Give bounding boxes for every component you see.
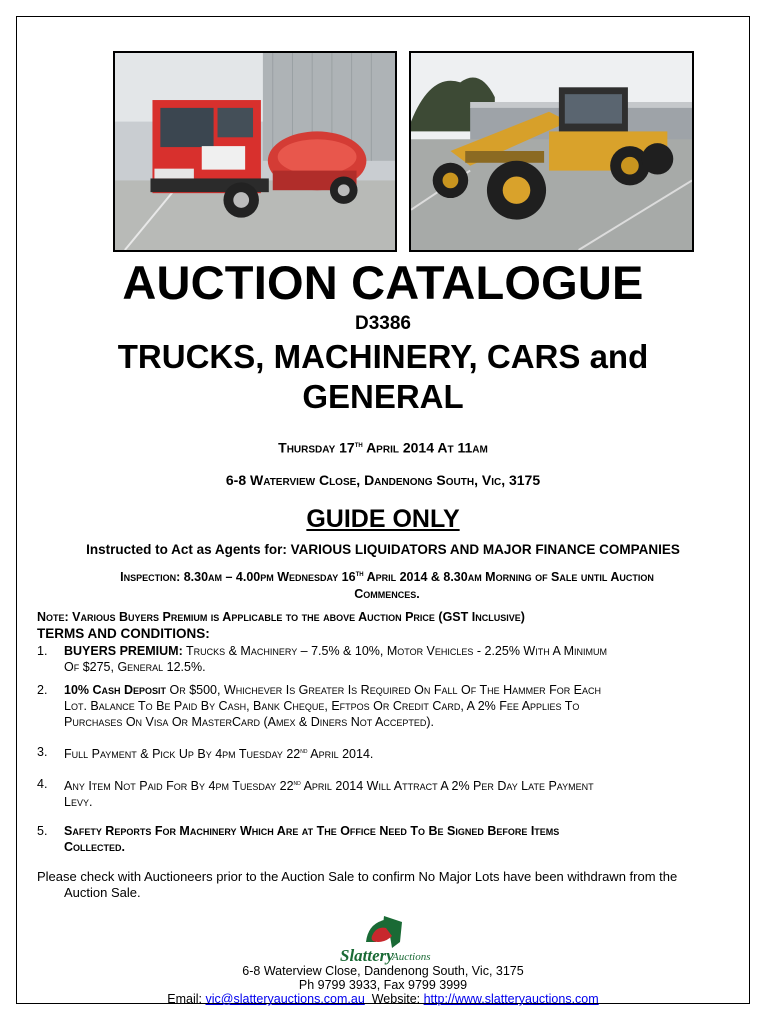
- term-number: 4.: [37, 777, 48, 791]
- term-item-2: [37, 682, 727, 730]
- grader-photo: [409, 51, 694, 252]
- term-number: 3.: [37, 745, 48, 759]
- auction-date-sup: th: [354, 440, 363, 449]
- catalogue-subtitle: [16, 337, 750, 417]
- website-link[interactable]: http://www.slatteryauctions.com: [423, 992, 599, 1006]
- term-text: Or $500, Whichever Is Greater Is Required On Fall Of The Hammer For Each: [166, 683, 602, 697]
- term-text-line-2: Of $275, General 12.5%.: [64, 660, 206, 674]
- truck-photo: [113, 51, 397, 252]
- term-bold-line-2: Collected.: [64, 840, 125, 854]
- term-text: Any Item Not Paid For By 4pm Tuesday 22: [64, 779, 294, 794]
- term-bold-line-1: Safety Reports For Machinery Which Are at The Office Need To Be Signed Before Items: [64, 824, 560, 838]
- term-text: Full Payment & Pick Up By 4pm Tuesday 22: [64, 747, 301, 762]
- website-label: Website:: [364, 992, 424, 1006]
- term-sup: nd: [293, 780, 301, 787]
- term-text-post: April 2014.: [307, 747, 374, 762]
- term-text-line-3: Purchases On Visa Or MasterCard (Amex & Diners Not Accepted).: [64, 715, 435, 729]
- term-bold: BUYERS PREMIUM:: [64, 644, 183, 658]
- inspection-line-2: Commences.: [354, 587, 420, 602]
- term-number: 1.: [37, 644, 48, 658]
- guide-only-heading: GUIDE ONLY: [306, 505, 460, 533]
- term-text-line-2: Lot. Balance To Be Paid By Cash, Bank Cheque, Eftpos Or Credit Card, A 2% Fee Applies To: [64, 699, 580, 713]
- terms-heading: TERMS AND CONDITIONS:: [37, 626, 210, 641]
- term-text-line-2: Levy.: [64, 795, 93, 810]
- inspection-sup: th: [355, 569, 364, 578]
- term-sup: nd: [300, 748, 308, 755]
- term-number: 5.: [37, 824, 48, 838]
- term-item-1: [37, 643, 727, 675]
- term-item-5: [37, 823, 727, 855]
- closing-note: [37, 869, 743, 901]
- term-text: Trucks & Machinery – 7.5% & 10%, Motor Vehicles - 2.25% With A Minimum: [182, 644, 608, 658]
- logo-word-auctions: Auctions: [392, 951, 431, 963]
- auction-address: 6-8 Waterview Close, Dandenong South, Vic, 3175: [225, 472, 541, 488]
- instructed-agents: Instructed to Act as Agents for: VARIOUS LIQUIDATORS AND MAJOR FINANCE COMPANIES: [86, 542, 680, 557]
- auction-date-post: April 2014 At 11am: [362, 439, 488, 456]
- buyers-premium-note: Note: Various Buyers Premium is Applicable to the above Auction Price (GST Inclusive): [37, 610, 525, 624]
- logo-word-slattery: Slattery: [340, 946, 394, 965]
- email-link[interactable]: vic@slatteryauctions.com.au: [205, 992, 365, 1006]
- closing-line-2: Auction Sale.: [64, 885, 141, 900]
- term-item-4: [37, 776, 727, 810]
- inspection-post: April 2014 & 8.30am Morning of Sale until Auction: [363, 570, 654, 585]
- inspection-times: [40, 565, 734, 603]
- inspection-pre: Inspection: 8.30am – 4.00pm Wednesday 16: [120, 570, 356, 585]
- slattery-logo: [340, 912, 440, 964]
- closing-line-1: Please check with Auctioneers prior to the Auction Sale to confirm No Major Lots have been withdrawn from the: [37, 869, 678, 884]
- subtitle-line-2: GENERAL: [302, 378, 464, 415]
- footer-address: 6-8 Waterview Close, Dandenong South, Vic, 3175: [242, 964, 524, 978]
- term-item-3: [37, 744, 727, 762]
- footer-contact: [16, 992, 750, 1007]
- term-bold: 10% Cash Deposit: [64, 683, 167, 697]
- auction-date: [16, 436, 750, 457]
- email-label: Email:: [167, 992, 206, 1006]
- catalogue-code: D3386: [355, 313, 411, 334]
- term-text-post: April 2014 Will Attract A 2% Per Day Late Payment: [300, 779, 594, 794]
- footer-phone: Ph 9799 3933, Fax 9799 3999: [298, 978, 468, 992]
- term-number: 2.: [37, 683, 48, 697]
- catalogue-title: AUCTION CATALOGUE: [122, 256, 644, 309]
- auction-date-pre: Thursday 17: [278, 439, 355, 456]
- subtitle-line-1: TRUCKS, MACHINERY, CARS and: [117, 338, 649, 375]
